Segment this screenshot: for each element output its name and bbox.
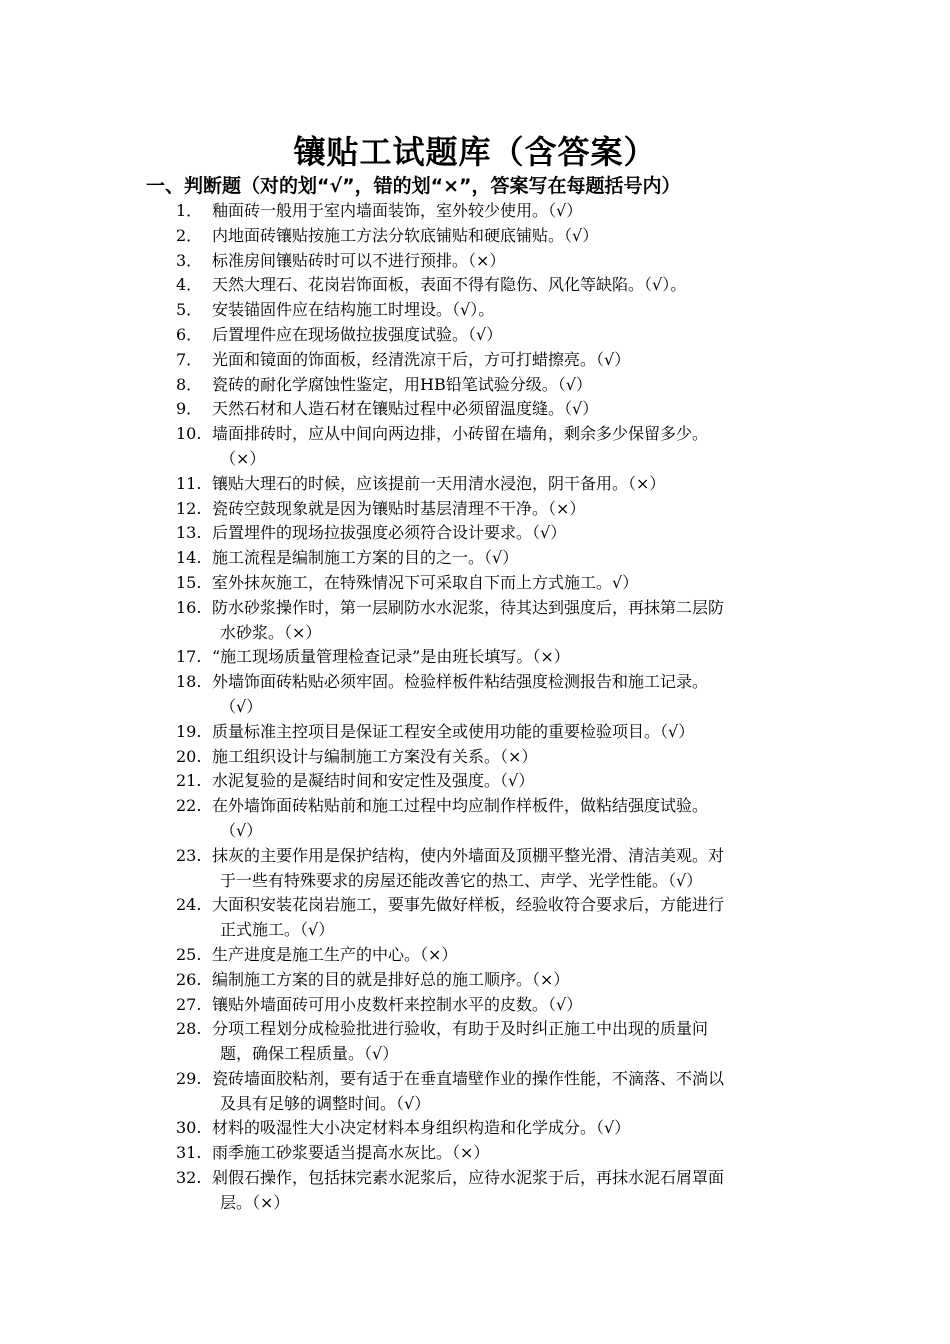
question-text: [212, 298, 816, 323]
question-item: [176, 645, 816, 670]
question-continuation-line: （√）: [220, 820, 263, 840]
question-number: 30.: [176, 1118, 202, 1138]
question-text: [212, 844, 816, 894]
question-text: [212, 645, 816, 670]
question-text: [212, 199, 816, 224]
question-number: 20.: [176, 746, 202, 766]
question-item: [176, 993, 816, 1018]
question-item: [176, 943, 816, 968]
question-item: [176, 199, 816, 224]
question-line: 编制施工方案的目的就是排好总的施工顺序。（×）: [212, 969, 570, 989]
question-number: 12.: [176, 498, 202, 518]
question-text: [212, 596, 816, 646]
question-line: 质量标准主控项目是保证工程安全或使用功能的重要检验项目。（√）: [212, 721, 695, 741]
question-line: 内地面砖镶贴按施工方法分软底铺贴和硬底铺贴。（√）: [212, 225, 599, 245]
question-item: [176, 1017, 816, 1067]
question-text: [212, 224, 816, 249]
question-number: 24.: [176, 895, 202, 915]
question-text: [212, 769, 816, 794]
question-item: [176, 571, 816, 596]
question-item: [176, 348, 816, 373]
question-number: 14.: [176, 548, 202, 568]
question-text: [212, 993, 816, 1018]
question-line: 雨季施工砂浆要适当提高水灰比。（×）: [212, 1143, 490, 1163]
question-number: 15.: [176, 572, 202, 592]
question-line: 瓷砖的耐化学腐蚀性鉴定，用HB铅笔试验分级。（√）: [212, 374, 592, 394]
question-number: 22.: [176, 796, 202, 816]
question-item: [176, 844, 816, 894]
question-continuation-line: 及具有足够的调整时间。（√）: [220, 1093, 431, 1113]
question-number: 29.: [176, 1068, 202, 1088]
question-number: 1．: [176, 201, 203, 220]
question-continuation-line: （×）: [220, 448, 266, 468]
question-line: 室外抹灰施工，在特殊情况下可采取自下而上方式施工。√）: [212, 572, 639, 592]
question-text: [212, 546, 816, 571]
question-line: 施工流程是编制施工方案的目的之一。（√）: [212, 548, 519, 568]
question-text: [212, 571, 816, 596]
question-line: 外墙饰面砖粘贴必须牢固。检验样板件粘结强度检测报告和施工记录。: [212, 672, 709, 692]
question-item: [176, 893, 816, 943]
question-number: 6．: [176, 324, 203, 344]
question-number: 11.: [176, 473, 202, 493]
question-text: [212, 1141, 816, 1166]
question-line: 抹灰的主要作用是保护结构，使内外墙面及顶棚平整光滑、清洁美观。对: [212, 845, 725, 865]
question-number: 21.: [176, 771, 202, 791]
question-text: [212, 943, 816, 968]
question-line: 生产进度是施工生产的中心。（×）: [212, 944, 458, 964]
question-number: 13.: [176, 523, 202, 543]
question-line: 墙面排砖时，应从中间向两边排，小砖留在墙角，剩余多少保留多少。: [212, 424, 709, 444]
question-item: [176, 1067, 816, 1117]
question-line: 镶贴大理石的时候，应该提前一天用清水浸泡，阴干备用。（×）: [212, 473, 666, 493]
question-number: 5．: [176, 300, 203, 320]
question-continuation-line: 正式施工。（√）: [220, 920, 335, 940]
question-item: [176, 397, 816, 422]
question-item: [176, 224, 816, 249]
question-line: 防水砂浆操作时，第一层刷防水水泥浆，待其达到强度后，再抹第二层防: [212, 597, 725, 617]
question-item: [176, 497, 816, 522]
question-continuation-line: 水砂浆。（×）: [220, 622, 322, 642]
question-text: [212, 397, 816, 422]
question-text: [212, 249, 816, 274]
question-line: 施工组织设计与编制施工方案没有关系。（×）: [212, 746, 538, 766]
question-item: [176, 596, 816, 646]
question-item: [176, 1141, 816, 1166]
question-text: [212, 348, 816, 373]
question-number: 27.: [176, 994, 202, 1014]
question-text: [212, 472, 816, 497]
question-text: [212, 745, 816, 770]
question-line: 安装锚固件应在结构施工时埋设。（√）。: [212, 300, 495, 320]
question-item: [176, 794, 816, 844]
question-line: 大面积安装花岗岩施工，要事先做好样板，经验收符合要求后，方能进行: [212, 895, 725, 915]
question-number: 19.: [176, 721, 202, 741]
question-text: [212, 794, 816, 844]
question-line: 后置埋件应在现场做拉拔强度试验。（√）: [212, 324, 503, 344]
question-line: 分项工程划分成检验批进行验收，有助于及时纠正施工中出现的质量问: [212, 1019, 709, 1039]
question-number: 32.: [176, 1168, 202, 1188]
question-text: [212, 968, 816, 993]
question-text: [212, 670, 816, 720]
question-item: [176, 968, 816, 993]
question-item: [176, 323, 816, 348]
question-item: [176, 273, 816, 298]
question-line: 光面和镜面的饰面板，经清洗凉干后，方可打蜡擦亮。（√）: [212, 349, 631, 369]
question-number: 17.: [176, 647, 202, 667]
question-number: 31.: [176, 1143, 202, 1163]
question-item: [176, 546, 816, 571]
question-text: [212, 422, 816, 472]
question-number: 2．: [176, 225, 203, 245]
question-number: 3．: [176, 250, 203, 270]
question-item: [176, 298, 816, 323]
question-item: [176, 769, 816, 794]
question-item: [176, 249, 816, 274]
question-number: 4．: [176, 275, 203, 295]
question-item: [176, 670, 816, 720]
question-line: 剁假石操作，包括抹完素水泥浆后，应待水泥浆于后，再抹水泥石屑罩面: [212, 1168, 725, 1188]
question-continuation-line: 题，确保工程质量。（√）: [220, 1044, 399, 1064]
question-text: [212, 720, 816, 745]
question-item: [176, 521, 816, 546]
question-number: 23.: [176, 845, 202, 865]
question-line: “施工现场质量管理检查记录”是由班长填写。（×）: [212, 647, 570, 667]
question-text: [212, 323, 816, 348]
question-text: [212, 521, 816, 546]
question-text: [212, 1067, 816, 1117]
question-item: [176, 373, 816, 398]
question-line: 镶贴外墙面砖可用小皮数杆来控制水平的皮数。（√）: [212, 994, 583, 1014]
question-number: 18.: [176, 672, 202, 692]
question-list: [176, 199, 816, 1216]
question-number: 8．: [176, 374, 203, 394]
page-title: 镶贴工试题库（含答案）: [293, 133, 657, 171]
section-heading: 一、判断题（对的划“√”，错的划“×”，答案写在每题括号内）: [146, 175, 681, 197]
question-line: 水泥复验的是凝结时间和安定性及强度。（√）: [212, 771, 535, 791]
question-item: [176, 1116, 816, 1141]
question-text: [212, 1116, 816, 1141]
question-line: 后置埋件的现场拉拔强度必须符合设计要求。（√）: [212, 523, 567, 543]
question-item: [176, 745, 816, 770]
question-line: 天然大理石、花岗岩饰面板，表面不得有隐伤、风化等缺陷。（√）。: [212, 275, 687, 295]
question-number: 9．: [176, 399, 203, 419]
question-text: [212, 893, 816, 943]
question-text: [212, 373, 816, 398]
question-line: 釉面砖一般用于室内墙面装饰，室外较少使用。（√）: [212, 201, 583, 220]
question-line: 瓷砖墙面胶粘剂，要有适于在垂直墙壁作业的操作性能，不滴落、不淌以: [212, 1068, 725, 1088]
question-item: [176, 422, 816, 472]
question-number: 25.: [176, 944, 202, 964]
question-continuation-line: （√）: [220, 696, 263, 716]
question-number: 28.: [176, 1019, 202, 1039]
question-number: 16.: [176, 597, 202, 617]
question-item: [176, 1166, 816, 1216]
question-line: 标准房间镶贴砖时可以不进行预排。（×）: [212, 250, 506, 270]
question-number: 7．: [176, 349, 203, 369]
question-item: [176, 720, 816, 745]
question-text: [212, 1166, 816, 1216]
question-continuation-line: 层。（×）: [220, 1192, 290, 1212]
question-text: [212, 497, 816, 522]
question-text: [212, 1017, 816, 1067]
question-continuation-line: 于一些有特殊要求的房屋还能改善它的热工、声学、光学性能。（√）: [220, 870, 703, 890]
question-line: 在外墙饰面砖粘贴前和施工过程中均应制作样板件，做粘结强度试验。: [212, 796, 709, 816]
question-line: 材料的吸湿性大小决定材料本身组织构造和化学成分。（√）: [212, 1118, 631, 1138]
question-line: 瓷砖空鼓现象就是因为镶贴时基层清理不干净。（×）: [212, 498, 586, 518]
question-number: 26.: [176, 969, 202, 989]
question-item: [176, 472, 816, 497]
question-line: 天然石材和人造石材在镶贴过程中必须留温度缝。（√）: [212, 399, 599, 419]
question-number: 10.: [176, 424, 202, 444]
question-text: [212, 273, 816, 298]
